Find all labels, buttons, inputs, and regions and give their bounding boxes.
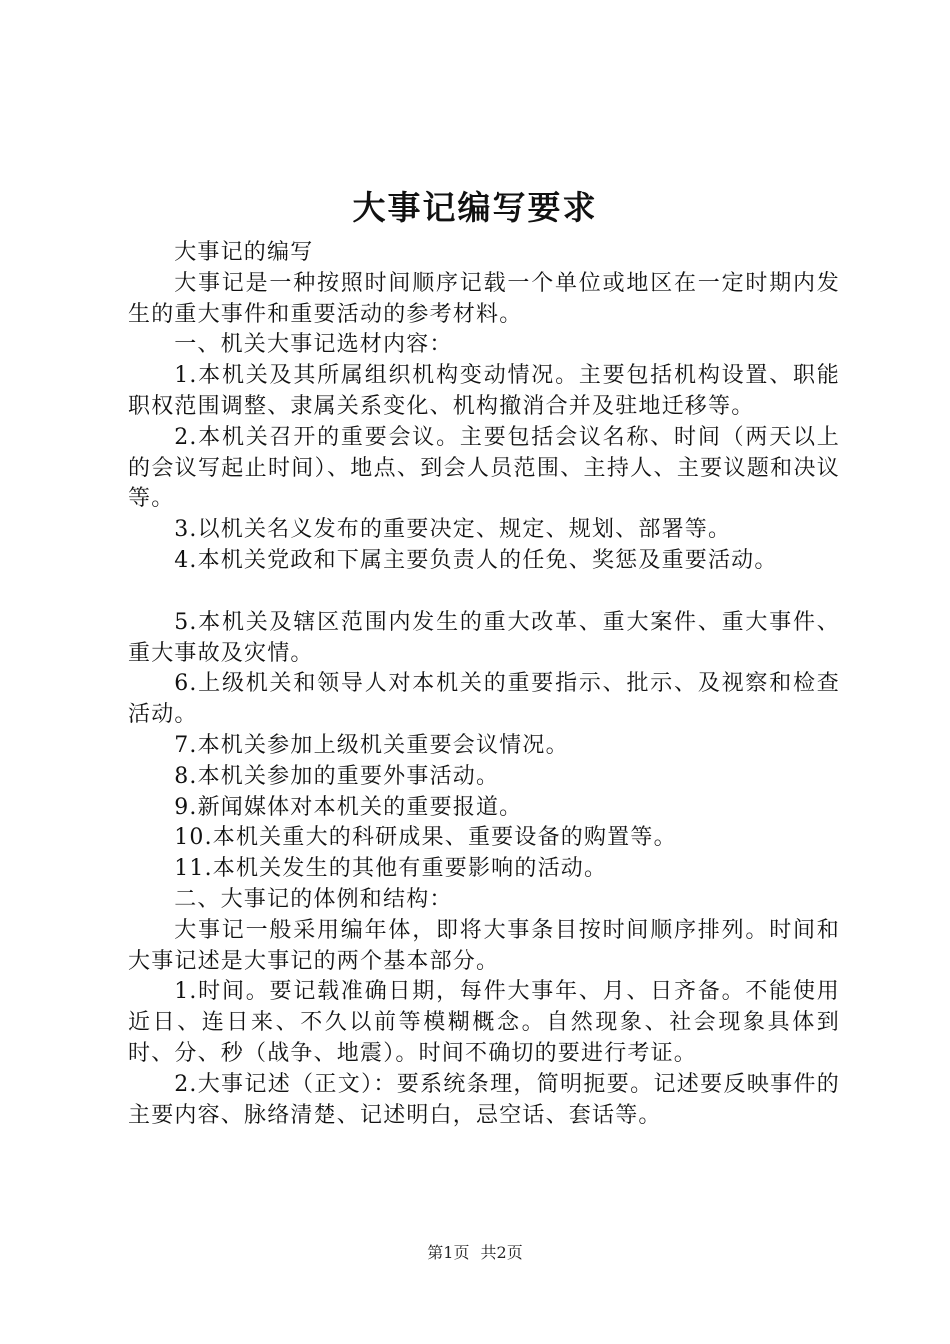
list-item: 6.上级机关和领导人对本机关的重要指示、批示、及视察和检查活动。 xyxy=(128,671,840,728)
paragraph-structure: 大事记一般采用编年体，即将大事条目按时间顺序排列。时间和大事记述是大事记的两个基本部分。 xyxy=(128,917,840,974)
list-item: 1.时间。要记载准确日期，每件大事年、月、日齐备。不能使用近日、连日来、不久以前等模糊概念。自然现象、社会现象具体到时、分、秒（战争、地震）。时间不确切的要进行考证。 xyxy=(128,979,840,1066)
page-total: 共2页 xyxy=(480,1243,523,1262)
list-item: 2.本机关召开的重要会议。主要包括会议名称、时间（两天以上的会议写起止时间）、地点、到会人员范围、主持人、主要议题和决议等。 xyxy=(128,424,840,512)
list-item: 10.本机关重大的科研成果、重要设备的购置等。 xyxy=(174,825,677,851)
page-footer xyxy=(0,1242,950,1264)
paragraph-heading: 大事记的编写 xyxy=(174,240,314,265)
list-item: 5.本机关及辖区范围内发生的重大改革、重大案件、重大事件、重大事故及灾情。 xyxy=(128,609,840,666)
list-item: 8.本机关参加的重要外事活动。 xyxy=(174,763,500,789)
section-heading-1: 一、机关大事记选材内容： xyxy=(174,332,453,358)
paragraph-definition: 大事记是一种按照时间顺序记载一个单位或地区在一定时期内发生的重大事件和重要活动的参考材料。 xyxy=(128,270,840,327)
section-heading-2: 二、大事记的体例和结构： xyxy=(174,886,453,912)
document-title: 大事记编写要求 xyxy=(352,188,598,227)
list-item: 2.大事记述（正文）：要系统条理，简明扼要。记述要反映事件的主要内容、脉络清楚、记述明白，忌空话、套话等。 xyxy=(128,1071,840,1128)
list-item: 1.本机关及其所属组织机构变动情况。主要包括机构设置、职能职权范围调整、隶属关系变化、机构撤消合并及驻地迁移等。 xyxy=(128,363,840,419)
page-number: 第1页 xyxy=(427,1243,470,1262)
list-item: 4.本机关党政和下属主要负责人的任免、奖惩及重要活动。 xyxy=(174,547,778,573)
document-body xyxy=(128,238,840,1131)
list-item: 11.本机关发生的其他有重要影响的活动。 xyxy=(174,856,608,882)
list-item: 3.以机关名义发布的重要决定、规定、规划、部署等。 xyxy=(174,517,732,543)
list-item: 7.本机关参加上级机关重要会议情况。 xyxy=(174,732,569,758)
list-item: 9.新闻媒体对本机关的重要报道。 xyxy=(174,794,523,820)
